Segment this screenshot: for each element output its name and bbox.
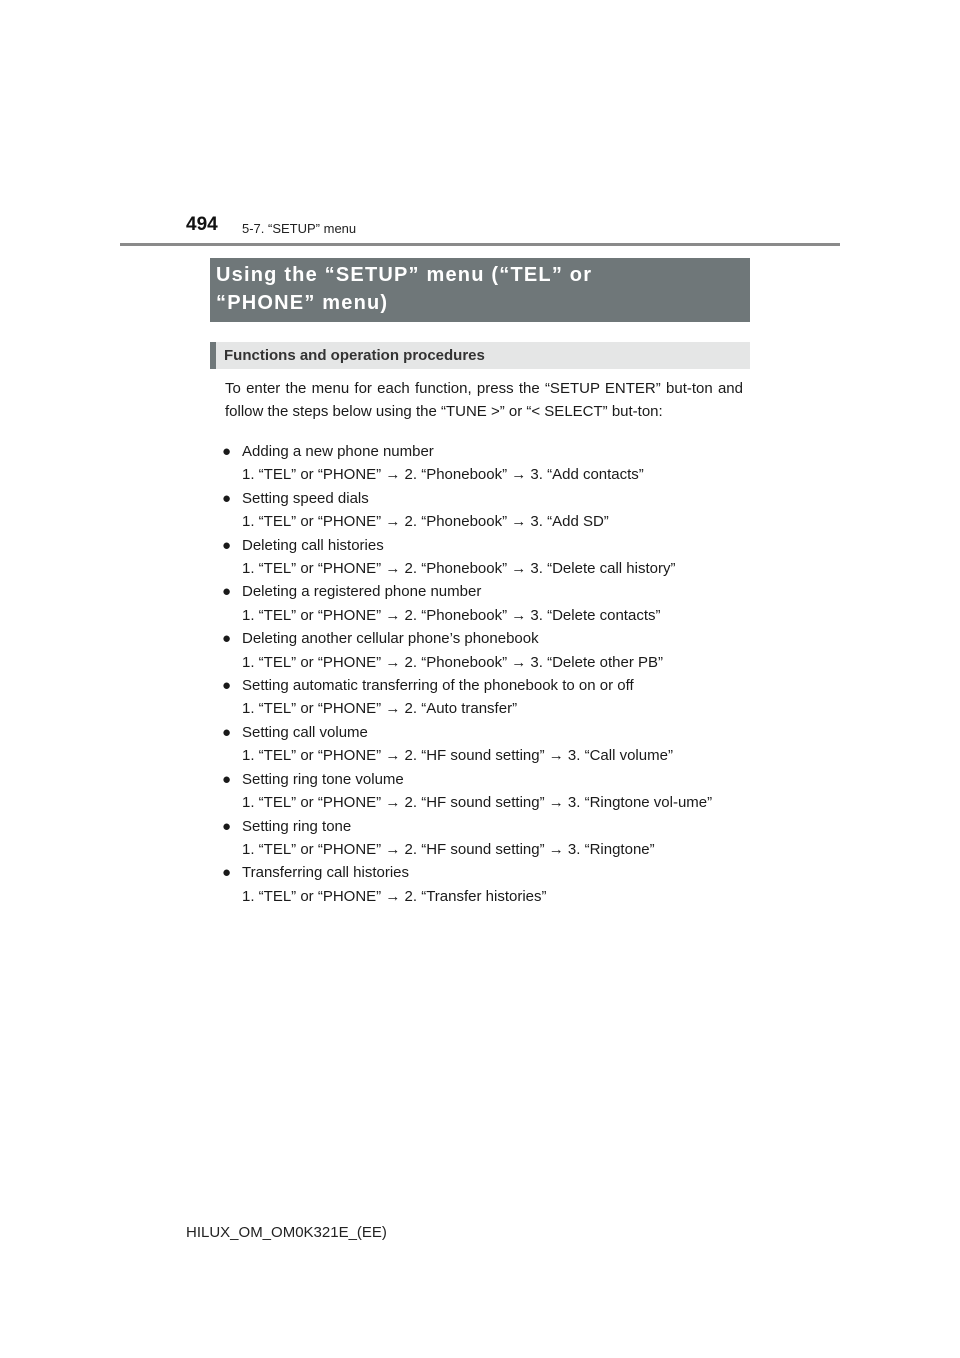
list-item-path: 1. “TEL” or “PHONE” → 2. “Auto transfer”	[242, 700, 518, 718]
bullet-icon: ●	[222, 864, 232, 882]
list-item	[222, 861, 746, 908]
footer-document-code: HILUX_OM_OM0K321E_(EE)	[186, 1224, 387, 1241]
list-item-path: 1. “TEL” or “PHONE” → 2. “Transfer histories”	[242, 887, 547, 905]
subheading: Functions and operation procedures	[210, 342, 750, 369]
page-number: 494	[186, 214, 218, 235]
list-item-path: 1. “TEL” or “PHONE” → 2. “Phonebook” → 3. “Add SD”	[242, 513, 609, 531]
list-item-label: Deleting call histories	[242, 536, 384, 554]
list-item-path: 1. “TEL” or “PHONE” → 2. “HF sound setting” → 3. “Ringtone vol-ume”	[242, 794, 713, 812]
list-item	[222, 580, 746, 627]
page-title-line-1: Using the “SETUP” menu (“TEL” or	[216, 264, 593, 286]
list-item-label: Setting call volume	[242, 723, 368, 741]
list-item-label: Setting speed dials	[242, 489, 369, 507]
bullet-icon: ●	[222, 677, 232, 695]
list-item	[222, 815, 746, 862]
list-item	[222, 534, 746, 581]
list-item	[222, 674, 746, 721]
header-rule	[120, 243, 840, 246]
list-item-label: Deleting a registered phone number	[242, 583, 482, 601]
list-item-label: Setting automatic transferring of the phonebook to on or off	[242, 677, 634, 695]
intro-paragraph: To enter the menu for each function, press the “SETUP ENTER” but-ton and follow the steps below using the “TUNE >” or “< SELECT” but-ton:	[225, 380, 743, 421]
list-item-path: 1. “TEL” or “PHONE” → 2. “Phonebook” → 3. “Delete call history”	[242, 560, 676, 578]
list-item	[222, 440, 746, 487]
section-label: 5-7. “SETUP” menu	[242, 221, 357, 236]
list-item-path: 1. “TEL” or “PHONE” → 2. “Phonebook” → 3. “Delete other PB”	[242, 653, 663, 671]
bullet-icon: ●	[222, 770, 232, 788]
list-item-label: Setting ring tone volume	[242, 770, 404, 788]
bullet-icon: ●	[222, 583, 232, 601]
bullet-icon: ●	[222, 723, 232, 741]
list-item	[222, 768, 746, 815]
list-item-label: Setting ring tone	[242, 817, 352, 835]
function-list	[222, 440, 746, 908]
list-item-path: 1. “TEL” or “PHONE” → 2. “Phonebook” → 3. “Delete contacts”	[242, 606, 661, 624]
list-item-path: 1. “TEL” or “PHONE” → 2. “Phonebook” → 3. “Add contacts”	[242, 466, 644, 484]
bullet-icon: ●	[222, 443, 232, 460]
list-item	[222, 627, 746, 674]
list-item-label: Adding a new phone number	[242, 443, 434, 460]
bullet-icon: ●	[222, 489, 232, 507]
bullet-icon: ●	[222, 536, 232, 554]
list-item-path: 1. “TEL” or “PHONE” → 2. “HF sound setting” → 3. “Call volume”	[242, 747, 673, 765]
list-item-path: 1. “TEL” or “PHONE” → 2. “HF sound setting” → 3. “Ringtone”	[242, 840, 655, 858]
title-band	[210, 258, 750, 322]
bullet-icon: ●	[222, 817, 232, 835]
bullet-icon: ●	[222, 630, 232, 648]
list-item-label: Transferring call histories	[242, 864, 409, 882]
list-item	[222, 487, 746, 534]
page-title-line-2: “PHONE” menu)	[216, 292, 389, 314]
list-item	[222, 721, 746, 768]
list-item-label: Deleting another cellular phone’s phonebook	[242, 630, 539, 648]
